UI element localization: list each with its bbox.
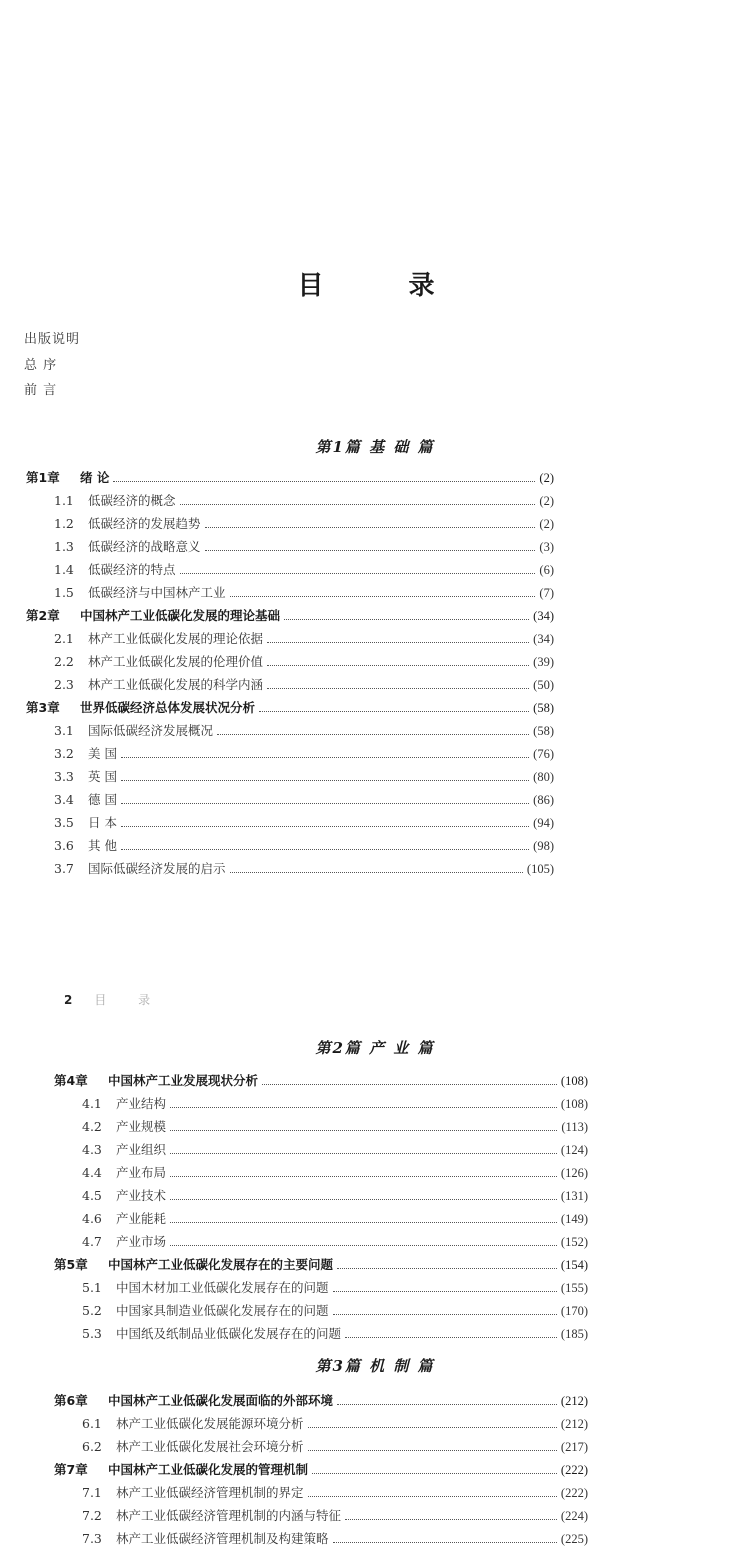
toc-section-row [54,1435,588,1458]
section-title: 林产工业低碳经济管理机制的内涵与特征 [116,1508,342,1523]
toc-page-number: (3) [539,540,554,554]
toc-section-row [54,1527,588,1550]
toc-page-number: (185) [560,1327,588,1341]
toc-page-number: (50) [533,678,554,692]
toc-section-row [54,1412,588,1435]
chapter-title: 中国林产工业低碳化发展的理论基础 [80,608,281,623]
section-title: 林产工业低碳经济管理机制的界定 [116,1485,304,1500]
toc-section-row [54,1138,588,1161]
toc-section-row [54,1322,588,1345]
section-title: 林产工业低碳化发展的科学内涵 [88,677,264,692]
toc-section-row [26,489,554,512]
dot-leader [205,542,536,551]
dot-leader [121,841,529,850]
chapter-title: 世界低碳经济总体发展状况分析 [80,700,256,715]
toc-page-number: (58) [533,724,554,738]
section-number: 3.3 [54,769,74,784]
dot-leader [230,864,523,873]
running-head-title: 目 录 [94,993,165,1007]
toc-section-row [26,834,554,857]
section-number: 1.4 [54,562,74,577]
toc-page-2 [0,915,750,1546]
toc-section-row [26,788,554,811]
toc-section-row [26,857,554,880]
section-number: 7.2 [82,1508,102,1523]
dot-leader [170,1168,557,1177]
toc-page-number: (94) [533,816,554,830]
chapter-title: 绪 论 [80,470,110,485]
dot-leader [180,496,536,505]
section-number: 3.2 [54,746,74,761]
section-title: 低碳经济的发展趋势 [88,516,201,531]
toc-section-row [54,1276,588,1299]
section-title: 产业结构 [116,1096,167,1111]
dot-leader [333,1283,557,1292]
section-number: 3.1 [54,723,74,738]
toc-page-number: (2) [539,517,554,531]
section-number: 5.2 [82,1303,102,1318]
toc-page-number: (131) [560,1189,588,1203]
section-number: 4.6 [82,1211,102,1226]
toc-list-part3 [54,1389,588,1550]
dot-leader [262,1076,557,1085]
section-number: 3.5 [54,815,74,830]
dot-leader [113,473,535,482]
chapter-number: 第3章 [26,700,60,715]
toc-page-number: (6) [539,563,554,577]
section-title: 产业技术 [116,1188,167,1203]
section-number: 2.3 [54,677,74,692]
section-title: 其 他 [88,838,117,853]
toc-page-number: (80) [533,770,554,784]
dot-leader [308,1442,557,1451]
chapter-title: 中国林产工业发展现状分析 [108,1073,259,1088]
section-number: 3.4 [54,792,74,807]
dot-leader [205,519,536,528]
dot-leader [170,1191,557,1200]
dot-leader [121,818,529,827]
running-header [64,991,164,1008]
toc-section-row [26,765,554,788]
toc-section-row [26,535,554,558]
toc-section-row [54,1161,588,1184]
dot-leader [337,1260,557,1269]
toc-chapter-row [26,696,554,719]
section-title: 产业组织 [116,1142,167,1157]
toc-section-row [26,650,554,673]
section-title: 产业布局 [116,1165,167,1180]
toc-page-number: (212) [560,1417,588,1431]
section-number: 7.3 [82,1531,102,1546]
dot-leader [121,772,529,781]
dot-leader [170,1145,557,1154]
toc-page-number: (154) [560,1258,588,1272]
dot-leader [308,1488,557,1497]
section-title: 产业规模 [116,1119,167,1134]
section-title: 美 国 [88,746,117,761]
section-number: 3.7 [54,861,74,876]
dot-leader [170,1237,557,1246]
toc-page-number: (108) [560,1074,588,1088]
dot-leader [312,1465,557,1474]
toc-page-number: (2) [539,494,554,508]
section-title: 中国木材加工业低碳化发展存在的问题 [116,1280,329,1295]
toc-page-number: (105) [526,862,554,876]
section-number: 5.3 [82,1326,102,1341]
dot-leader [345,1329,557,1338]
page-number: 2 [64,993,73,1007]
section-number: 4.5 [82,1188,102,1203]
toc-list-part1 [26,466,554,880]
dot-leader [121,795,529,804]
toc-section-row [54,1230,588,1253]
section-number: 3.6 [54,838,74,853]
section-title: 产业市场 [116,1234,167,1249]
toc-section-row [26,719,554,742]
section-number: 6.1 [82,1416,102,1431]
toc-page-number: (124) [560,1143,588,1157]
toc-section-row [54,1115,588,1138]
dot-leader [333,1534,557,1543]
front-matter-foreword: 前 言 [24,383,58,398]
toc-section-row [26,558,554,581]
chapter-title: 中国林产工业低碳化发展存在的主要问题 [108,1257,334,1272]
section-number: 2.1 [54,631,74,646]
dot-leader [284,611,529,620]
front-matter-publishing-note: 出版说明 [24,332,81,347]
section-number: 4.2 [82,1119,102,1134]
toc-page-number: (217) [560,1440,588,1454]
section-title: 林产工业低碳化发展的理论依据 [88,631,264,646]
toc-page-number: (39) [533,655,554,669]
dot-leader [170,1099,557,1108]
toc-page-number: (212) [560,1394,588,1408]
section-title: 国际低碳经济发展的启示 [88,861,226,876]
section-number: 1.5 [54,585,74,600]
toc-page-number: (222) [560,1463,588,1477]
section-title: 林产工业低碳经济管理机制及构建策略 [116,1531,329,1546]
section-title: 日 本 [88,815,117,830]
toc-page-number: (149) [560,1212,588,1226]
toc-page-number: (76) [533,747,554,761]
toc-page-number: (58) [533,701,554,715]
section-number: 4.3 [82,1142,102,1157]
chapter-number: 第1章 [26,470,60,485]
section-title: 低碳经济的战略意义 [88,539,201,554]
dot-leader [180,565,536,574]
toc-page-number: (2) [539,471,554,485]
toc-page-number: (225) [560,1532,588,1546]
section-title: 低碳经济与中国林产工业 [88,585,226,600]
chapter-title: 中国林产工业低碳化发展的管理机制 [108,1462,309,1477]
section-title: 德 国 [88,792,117,807]
toc-chapter-row [54,1069,588,1092]
section-title: 林产工业低碳化发展社会环境分析 [116,1439,304,1454]
dot-leader [267,657,529,666]
section-title: 低碳经济的概念 [88,493,176,508]
toc-chapter-row [26,466,554,489]
dot-leader [267,680,529,689]
part-title-3: 第3篇 机 制 篇 [315,1357,435,1375]
toc-page-number: (224) [560,1509,588,1523]
dot-leader [333,1306,557,1315]
toc-section-row [26,673,554,696]
chapter-title: 中国林产工业低碳化发展面临的外部环境 [108,1393,334,1408]
toc-page-number: (34) [533,609,554,623]
chapter-number: 第6章 [54,1393,88,1408]
toc-page-number: (86) [533,793,554,807]
chapter-number: 第2章 [26,608,60,623]
part-title-2: 第2篇 产 业 篇 [315,1039,435,1057]
chapter-number: 第5章 [54,1257,88,1272]
toc-section-row [54,1184,588,1207]
toc-list-part2 [54,1069,588,1345]
section-number: 1.1 [54,493,74,508]
toc-section-row [54,1092,588,1115]
toc-section-row [26,581,554,604]
toc-title: 目 录 [297,271,473,301]
dot-leader [170,1122,557,1131]
toc-section-row [54,1481,588,1504]
toc-page-number: (98) [533,839,554,853]
dot-leader [121,749,529,758]
dot-leader [230,588,536,597]
toc-page-number: (34) [533,632,554,646]
dot-leader [217,726,529,735]
chapter-number: 第7章 [54,1462,88,1477]
toc-chapter-row [54,1458,588,1481]
toc-page-number: (113) [561,1120,588,1134]
section-title: 林产工业低碳化发展的伦理价值 [88,654,264,669]
toc-chapter-row [26,604,554,627]
front-matter-general-preface: 总 序 [24,358,58,373]
section-number: 2.2 [54,654,74,669]
chapter-number: 第4章 [54,1073,88,1088]
section-number: 1.2 [54,516,74,531]
toc-page-number: (170) [560,1304,588,1318]
toc-section-row [54,1504,588,1527]
dot-leader [170,1214,557,1223]
section-title: 产业能耗 [116,1211,167,1226]
section-number: 5.1 [82,1280,102,1295]
section-title: 国际低碳经济发展概况 [88,723,214,738]
toc-page-number: (222) [560,1486,588,1500]
section-title: 林产工业低碳化发展能源环境分析 [116,1416,304,1431]
toc-page-number: (126) [560,1166,588,1180]
section-title: 中国家具制造业低碳化发展存在的问题 [116,1303,329,1318]
dot-leader [308,1419,557,1428]
toc-page-number: (108) [560,1097,588,1111]
toc-section-row [54,1207,588,1230]
section-number: 6.2 [82,1439,102,1454]
section-title: 中国纸及纸制品业低碳化发展存在的问题 [116,1326,342,1341]
section-number: 4.7 [82,1234,102,1249]
toc-section-row [54,1299,588,1322]
toc-page-number: (155) [560,1281,588,1295]
toc-chapter-row [54,1253,588,1276]
dot-leader [337,1396,557,1405]
toc-chapter-row [54,1389,588,1412]
toc-section-row [26,811,554,834]
toc-section-row [26,742,554,765]
section-number: 4.4 [82,1165,102,1180]
section-title: 低碳经济的特点 [88,562,176,577]
section-number: 7.1 [82,1485,102,1500]
section-number: 4.1 [82,1096,102,1111]
section-number: 1.3 [54,539,74,554]
toc-page-number: (7) [539,586,554,600]
dot-leader [345,1511,557,1520]
toc-section-row [26,512,554,535]
dot-leader [259,703,529,712]
toc-section-row [26,627,554,650]
dot-leader [267,634,529,643]
toc-page-number: (152) [560,1235,588,1249]
part-title-1: 第1篇 基 础 篇 [315,438,435,456]
section-title: 英 国 [88,769,117,784]
